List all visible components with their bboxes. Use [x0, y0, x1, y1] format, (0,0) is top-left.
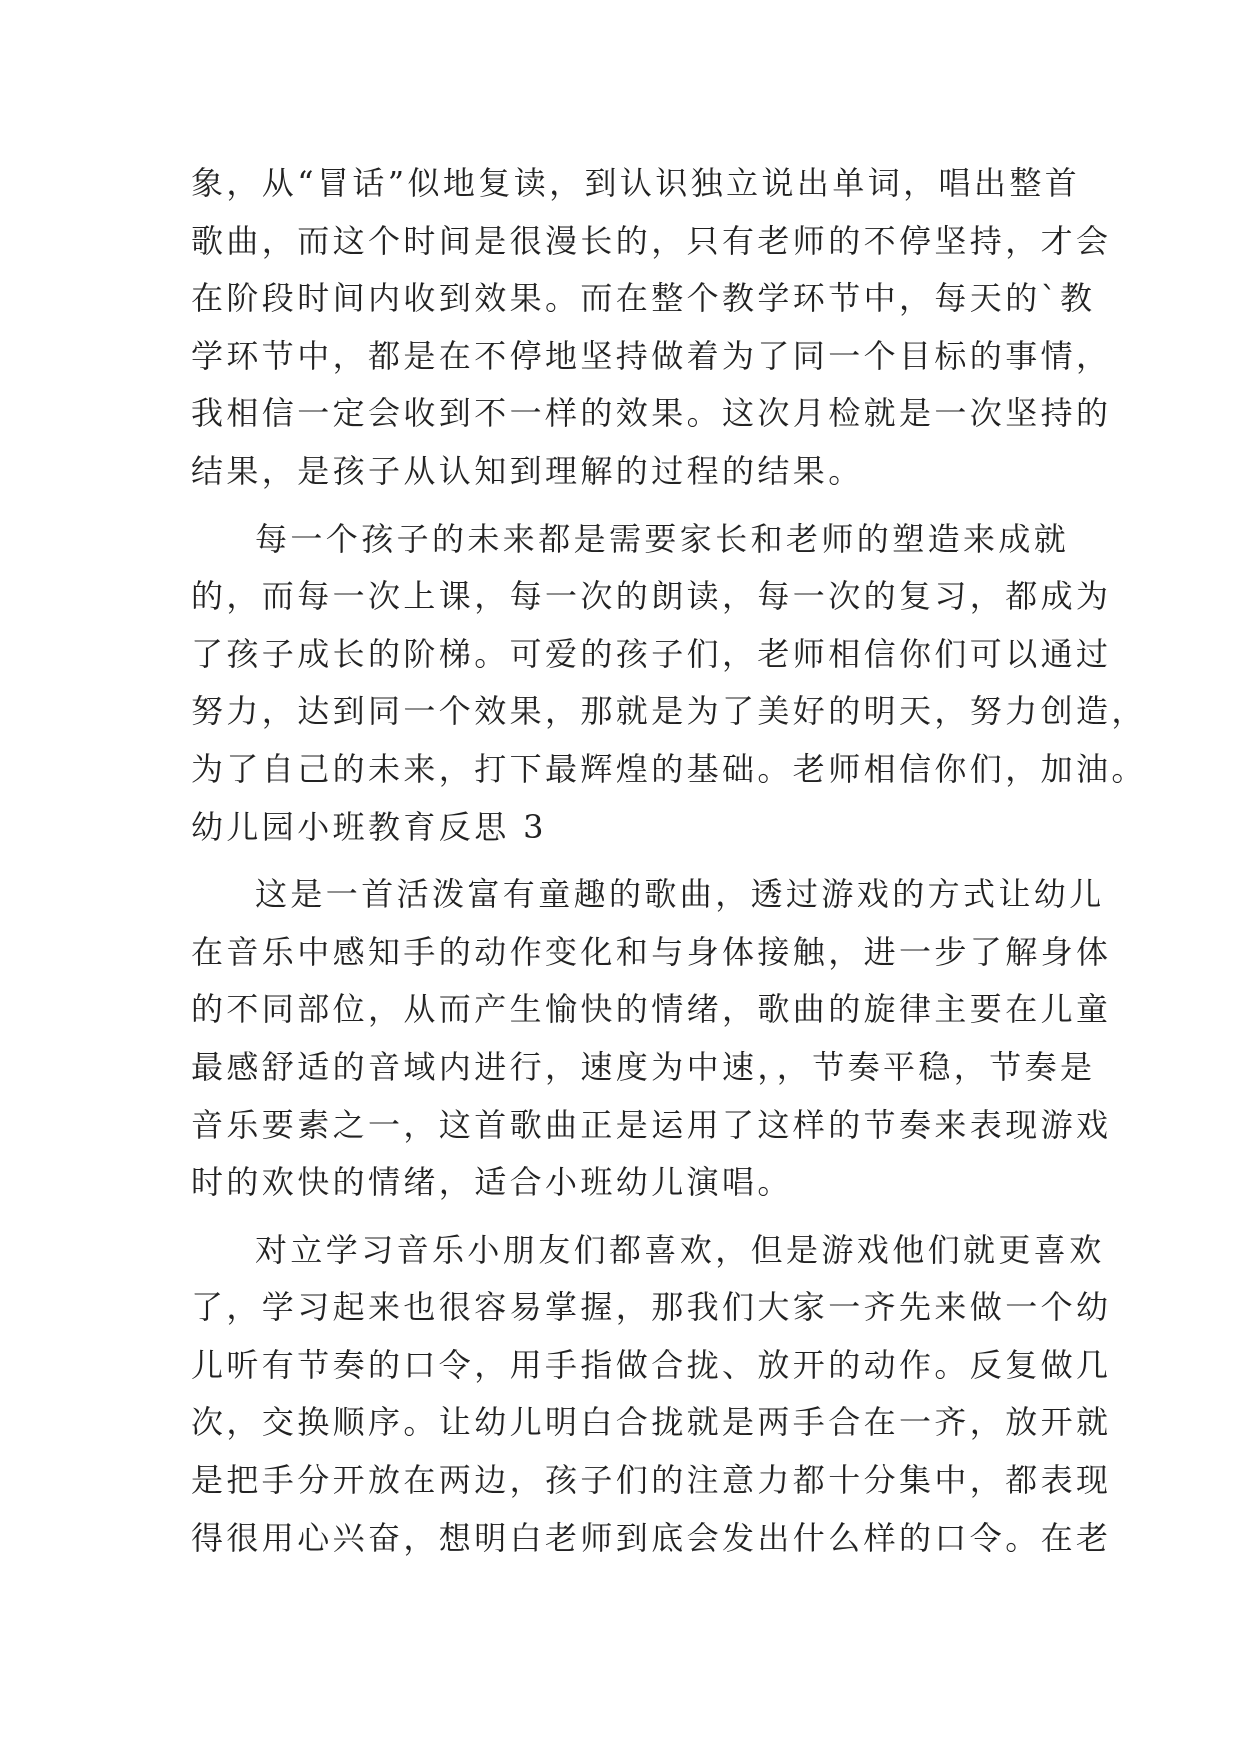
text-line: 时的欢快的情绪，适合小班幼儿演唱。	[191, 1163, 793, 1202]
text-line: 儿听有节奏的口令，用手指做合拢、放开的动作。反复做几	[191, 1345, 1112, 1384]
text-line: 对立学习音乐小朋友们都喜欢，但是游戏他们就更喜欢	[255, 1230, 1105, 1269]
text-line: 结果，是孩子从认知到理解的过程的结果。	[191, 451, 864, 490]
paragraph	[191, 1222, 1112, 1568]
text-line: 象，从“冒话”似地复读，到认识独立说出单词，唱出整首	[191, 164, 1081, 202]
text-line: 了孩子成长的阶梯。可爱的孩子们，老师相信你们可以通过	[191, 634, 1112, 673]
paragraph	[191, 866, 1112, 1212]
text-line: 在阶段时间内收到效果。而在整个教学环节中，每天的`教	[191, 279, 1096, 318]
paragraph	[191, 511, 1147, 799]
text-line: 最感舒适的音域内进行，速度为中速，，节奏平稳，节奏是	[191, 1047, 1096, 1086]
heading-line: 幼儿园小班教育反思 3	[191, 807, 547, 846]
section-heading	[191, 799, 1051, 857]
text-line: 次，交换顺序。让幼儿明白合拢就是两手合在一齐，放开就	[191, 1403, 1112, 1442]
text-line: 为了自己的未来，打下最辉煌的基础。老师相信你们，加油。	[191, 749, 1147, 788]
text-line: 的，而每一次上课，每一次的朗读，每一次的复习，都成为	[191, 577, 1112, 616]
document-body	[191, 155, 1147, 1567]
text-line: 得很用心兴奋，想明白老师到底会发出什么样的口令。在老	[191, 1518, 1112, 1557]
text-line: 在音乐中感知手的动作变化和与身体接触，进一步了解身体	[191, 932, 1112, 971]
text-line: 的不同部位，从而产生愉快的情绪，歌曲的旋律主要在儿童	[191, 990, 1112, 1029]
text-line: 每一个孩子的未来都是需要家长和老师的塑造来成就	[255, 519, 1070, 558]
paragraph	[191, 155, 1112, 501]
text-line: 音乐要素之一，这首歌曲正是运用了这样的节奏来表现游戏	[191, 1105, 1112, 1144]
text-line: 是把手分开放在两边，孩子们的注意力都十分集中，都表现	[191, 1461, 1112, 1500]
text-line: 了，学习起来也很容易掌握，那我们大家一齐先来做一个幼	[191, 1288, 1112, 1327]
text-line: 这是一首活泼富有童趣的歌曲，透过游戏的方式让幼儿	[255, 875, 1105, 914]
text-line: 学环节中，都是在不停地坚持做着为了同一个目标的事情，	[191, 336, 1112, 375]
text-line: 我相信一定会收到不一样的效果。这次月检就是一次坚持的	[191, 394, 1112, 433]
text-line: 歌曲，而这个时间是很漫长的，只有老师的不停坚持，才会	[191, 221, 1112, 260]
text-line: 努力，达到同一个效果，那就是为了美好的明天，努力创造，	[191, 692, 1147, 731]
